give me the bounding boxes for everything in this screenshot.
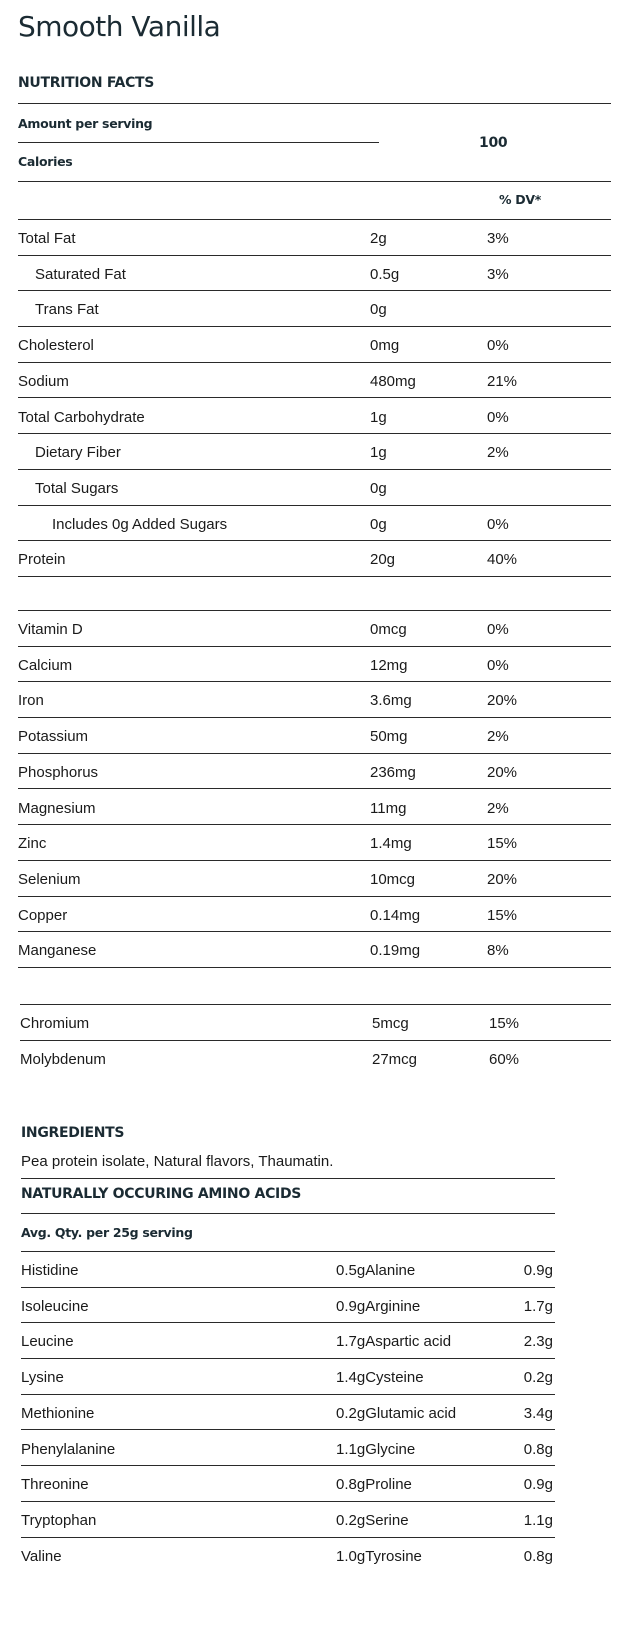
amino-value: 0.9g [336, 1297, 366, 1315]
nutrient-row [18, 611, 611, 647]
nutrient-dv: 8% [487, 942, 509, 960]
amino-name: Tryptophan [21, 1511, 97, 1529]
ingredients-heading: INGREDIENTS [21, 1125, 125, 1141]
amino-name: Valine [21, 1547, 62, 1565]
nutrient-amount: 0mcg [370, 621, 407, 638]
divider [18, 181, 611, 182]
amino-pair [336, 1369, 424, 1386]
amino-value: 0.8g [336, 1476, 366, 1494]
divider [18, 610, 611, 611]
nutrient-row [18, 897, 611, 933]
divider [18, 142, 379, 143]
amino-name: Proline [365, 1476, 412, 1494]
nutrient-amount: 1.4mg [370, 835, 412, 853]
nutrient-row [18, 291, 611, 327]
nutrient-name: Zinc [18, 835, 47, 853]
amino-name: Tyrosine [365, 1547, 422, 1565]
amino-value: 1.1g [336, 1440, 366, 1458]
nutrient-amount: 0g [370, 301, 387, 319]
nutrient-row [20, 1005, 611, 1041]
amino-name: Histidine [21, 1262, 79, 1279]
nutrient-row [18, 682, 611, 718]
nutrient-row [18, 647, 611, 683]
nutrient-dv: 2% [487, 444, 509, 462]
amino-value: 0.8g [523, 1440, 553, 1458]
amino-row [21, 1323, 555, 1359]
nutrient-row [18, 718, 611, 754]
amino-name: Alanine [365, 1262, 416, 1279]
amino-row [21, 1502, 555, 1538]
amino-name: Arginine [365, 1297, 421, 1315]
nutrient-name: Dietary Fiber [35, 444, 121, 462]
nutrient-amount: 3.6mg [370, 692, 412, 710]
nutrient-name: Includes 0g Added Sugars [52, 515, 228, 533]
amino-name: Threonine [21, 1476, 89, 1494]
amino-pair [336, 1262, 415, 1279]
nutrient-name: Cholesterol [18, 337, 94, 355]
amino-value: 1.7g [523, 1297, 553, 1315]
nutrient-dv: 60% [489, 1050, 520, 1068]
nutrient-amount: 1g [370, 444, 387, 462]
amino-pair [336, 1548, 422, 1565]
nutrient-amount: 20g [370, 551, 396, 569]
nutrient-amount: 0mg [370, 337, 400, 355]
amino-value: 3.4g [523, 1404, 553, 1422]
nutrient-dv: 2% [487, 728, 509, 746]
nutrient-row [18, 506, 611, 542]
amino-pair [336, 1405, 456, 1422]
nutrient-name: Trans Fat [35, 301, 99, 319]
nutrient-name: Total Sugars [35, 479, 119, 497]
amino-pair [336, 1333, 451, 1350]
nutrient-name: Copper [18, 906, 68, 924]
amino-value: 1.1g [523, 1511, 553, 1529]
nutrient-row [18, 470, 611, 506]
nutrient-row [18, 754, 611, 790]
amino-pair [336, 1476, 412, 1493]
divider [21, 1213, 555, 1214]
nutrient-name: Total Fat [18, 230, 76, 247]
amino-row [21, 1252, 555, 1288]
nutrient-row [18, 363, 611, 399]
nutrient-dv: 15% [487, 835, 518, 853]
page-title: Smooth Vanilla [18, 10, 221, 43]
amino-name: Glutamic acid [365, 1404, 457, 1422]
nutrient-dv: 0% [487, 656, 509, 674]
amino-name: Methionine [21, 1404, 95, 1422]
amino-value: 0.9g [523, 1476, 553, 1494]
nutrient-name: Selenium [18, 870, 81, 888]
nutrient-row [18, 541, 611, 577]
amino-row [21, 1538, 555, 1573]
nutrient-row [18, 327, 611, 363]
nutrient-name: Potassium [18, 728, 89, 746]
amino-row [21, 1431, 555, 1467]
nutrient-name: Protein [18, 551, 66, 569]
amino-name: Lysine [21, 1369, 64, 1387]
nutrient-name: Vitamin D [18, 621, 83, 638]
nutrient-dv: 2% [487, 799, 509, 817]
nutrient-row [18, 220, 611, 256]
amino-value: 0.9g [523, 1262, 553, 1279]
nutrient-amount: 236mg [370, 763, 416, 781]
nutrient-name: Molybdenum [20, 1050, 106, 1068]
nutrient-dv: 0% [487, 337, 509, 355]
nutrition-facts-heading: NUTRITION FACTS [18, 75, 155, 91]
amino-value: 0.2g [336, 1511, 366, 1529]
amino-pair [336, 1298, 420, 1315]
amino-row [21, 1288, 555, 1324]
nutrient-amount: 2g [370, 230, 387, 247]
nutrient-amount: 0g [370, 479, 387, 497]
amino-pair [336, 1441, 415, 1458]
nutrient-amount: 50mg [370, 728, 408, 746]
amino-row [21, 1395, 555, 1431]
nutrient-name: Iron [18, 692, 44, 710]
amount-per-serving-label: Amount per serving [18, 116, 153, 131]
nutrient-row [18, 256, 611, 292]
nutrient-amount: 10mcg [370, 870, 416, 888]
nutrient-dv: 20% [487, 763, 518, 781]
nutrient-name: Sodium [18, 372, 69, 390]
nutrient-row [18, 861, 611, 897]
amino-name: Cysteine [365, 1369, 424, 1387]
nutrient-amount: 0.5g [370, 265, 400, 283]
nutrient-dv: 40% [487, 551, 518, 569]
amino-name: Glycine [365, 1440, 416, 1458]
amino-value: 1.4g [336, 1369, 366, 1387]
nutrient-name: Manganese [18, 942, 97, 960]
nutrient-amount: 12mg [370, 656, 408, 674]
dv-header: % DV* [499, 192, 541, 207]
nutrient-dv: 15% [487, 906, 518, 924]
amino-value: 0.5g [336, 1262, 366, 1279]
nutrient-dv: 21% [487, 372, 518, 390]
nutrient-row [18, 790, 611, 826]
nutrient-dv: 0% [487, 515, 509, 533]
amino-serving-label: Avg. Qty. per 25g serving [21, 1225, 193, 1240]
amino-value: 0.2g [523, 1369, 553, 1387]
amino-pair [336, 1512, 409, 1529]
amino-row [21, 1466, 555, 1502]
divider [18, 103, 611, 104]
nutrient-amount: 27mcg [372, 1050, 418, 1068]
nutrient-amount: 0.19mg [370, 942, 421, 960]
nutrient-name: Total Carbohydrate [18, 408, 145, 426]
nutrient-amount: 480mg [370, 372, 416, 390]
calories-value: 100 [479, 135, 508, 151]
nutrient-row [18, 932, 611, 968]
nutrient-name: Chromium [20, 1015, 90, 1032]
ingredients-text: Pea protein isolate, Natural flavors, Thaumatin. [21, 1153, 334, 1170]
nutrient-name: Phosphorus [18, 763, 99, 781]
nutrient-row [18, 434, 611, 470]
amino-row [21, 1359, 555, 1395]
nutrient-row [18, 399, 611, 435]
amino-value: 0.8g [523, 1547, 553, 1565]
amino-name: Aspartic acid [365, 1333, 452, 1351]
nutrient-name: Saturated Fat [35, 265, 126, 283]
divider [21, 1178, 555, 1179]
amino-name: Leucine [21, 1333, 74, 1351]
amino-acids-heading: NATURALLY OCCURING AMINO ACIDS [21, 1186, 302, 1202]
divider [20, 1004, 611, 1005]
nutrient-amount: 0.14mg [370, 906, 421, 924]
amino-value: 1.0g [336, 1547, 366, 1565]
nutrient-amount: 11mg [370, 799, 407, 817]
nutrient-dv: 20% [487, 692, 518, 710]
amino-name: Serine [365, 1511, 409, 1529]
nutrient-row [18, 825, 611, 861]
nutrient-name: Calcium [18, 656, 73, 674]
amino-value: 2.3g [523, 1333, 553, 1351]
nutrient-dv: 0% [487, 621, 509, 638]
nutrient-row [20, 1041, 611, 1076]
nutrient-dv: 15% [489, 1015, 520, 1032]
calories-label: Calories [18, 154, 73, 169]
amino-value: 1.7g [336, 1333, 366, 1351]
nutrient-dv: 0% [487, 408, 509, 426]
nutrient-dv: 20% [487, 870, 518, 888]
nutrient-amount: 5mcg [372, 1015, 409, 1032]
amino-name: Phenylalanine [21, 1440, 116, 1458]
nutrient-dv: 3% [487, 230, 509, 247]
nutrient-amount: 0g [370, 515, 387, 533]
nutrient-name: Magnesium [18, 799, 96, 817]
amino-value: 0.2g [336, 1404, 366, 1422]
nutrient-amount: 1g [370, 408, 387, 426]
nutrient-dv: 3% [487, 265, 509, 283]
amino-name: Isoleucine [21, 1297, 89, 1315]
